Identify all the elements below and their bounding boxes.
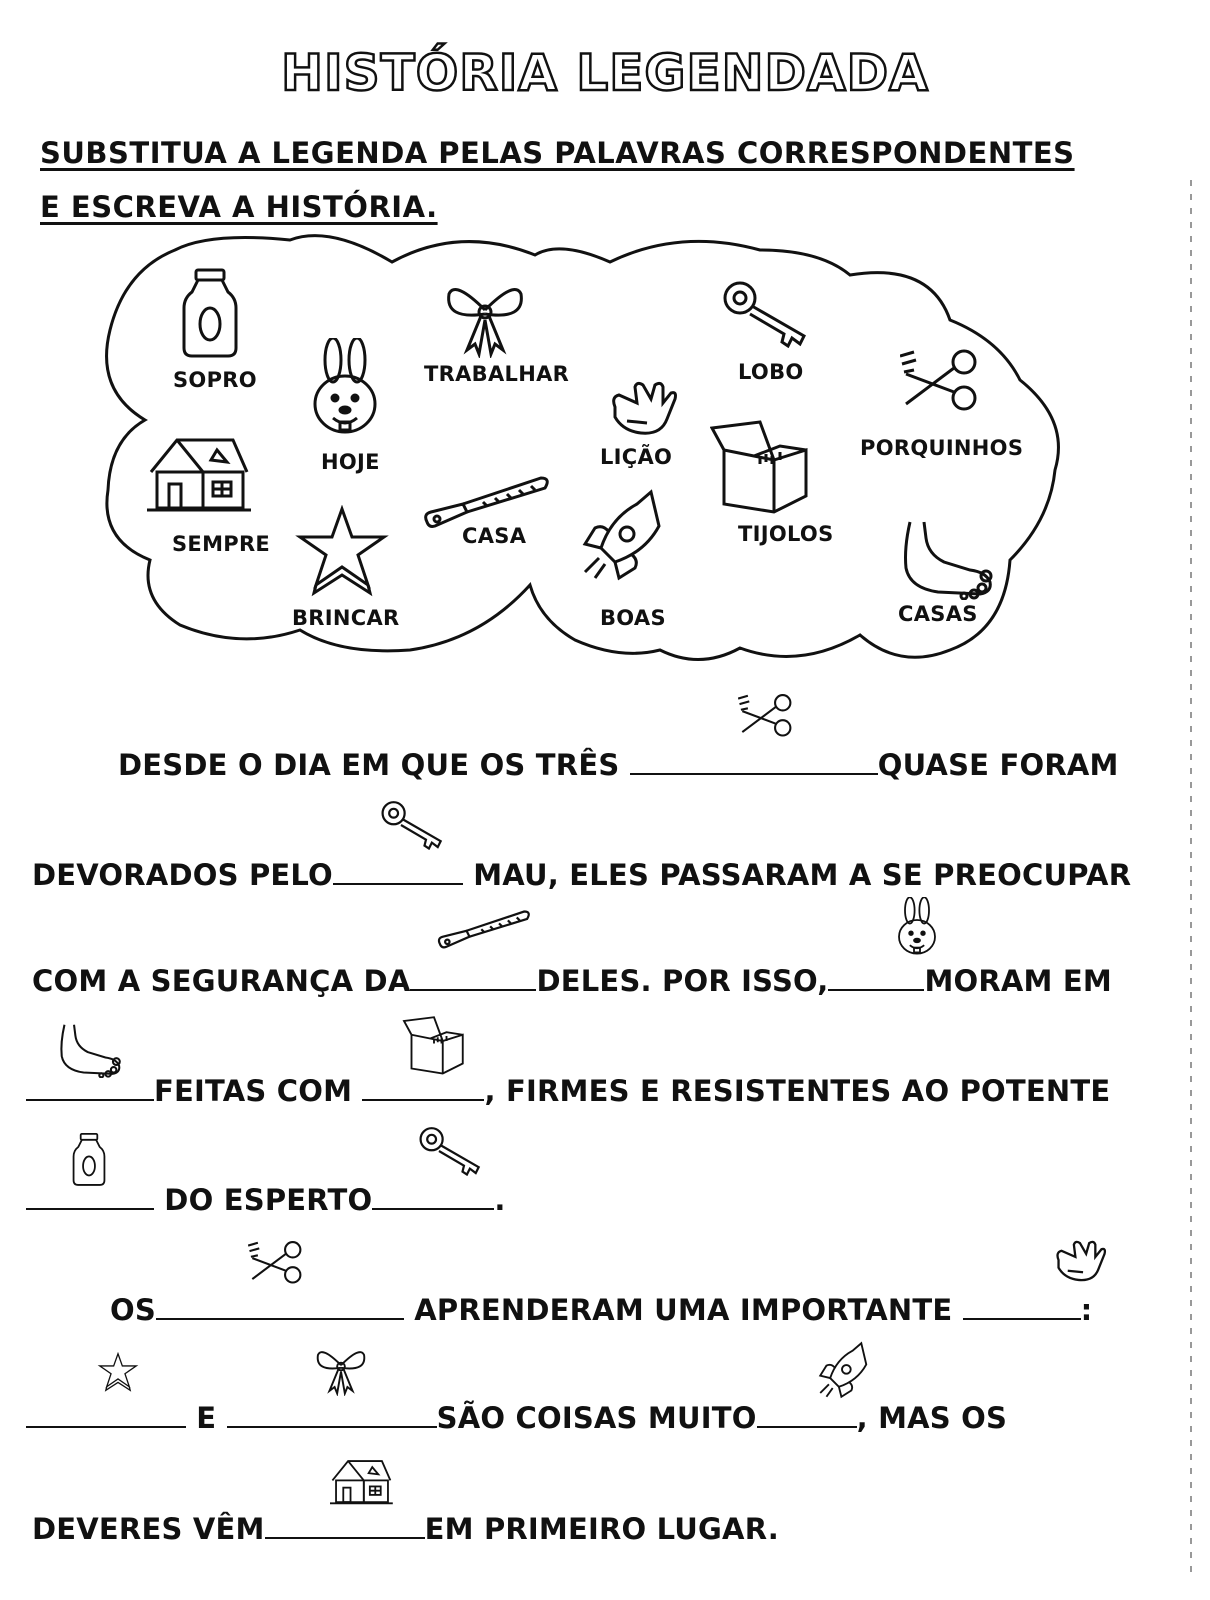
legend-word-tijolos: TIJOLOS — [738, 522, 834, 546]
story-text: SÃO COISAS MUITO — [436, 1401, 757, 1435]
bottle-icon — [70, 1132, 108, 1188]
legend-word-boas: BOAS — [600, 606, 666, 630]
rocket-icon — [814, 1340, 870, 1400]
story-line-3 — [32, 964, 1112, 998]
legend-word-lobo: LOBO — [738, 360, 804, 384]
scissors-icon — [738, 693, 794, 739]
story-text: OS — [110, 1293, 156, 1327]
answer-blank[interactable] — [26, 1406, 186, 1428]
scissors-icon — [248, 1240, 304, 1286]
story-line-6 — [110, 1293, 1092, 1327]
answer-blank[interactable] — [410, 969, 536, 991]
story-text: COM A SEGURANÇA DA — [32, 964, 411, 998]
story-text: DO ESPERTO — [164, 1183, 373, 1217]
story-line-2 — [32, 858, 1131, 892]
story-text: EM PRIMEIRO LUGAR. — [424, 1512, 779, 1546]
story-text: MORAM EM — [924, 964, 1112, 998]
story-text: FEITAS COM — [154, 1074, 353, 1108]
legend-word-licao: LIÇÃO — [600, 445, 673, 469]
glove-icon — [1052, 1237, 1108, 1283]
key-icon — [380, 800, 444, 850]
answer-blank[interactable] — [362, 1079, 484, 1101]
bow-icon — [315, 1346, 367, 1396]
answer-blank[interactable] — [26, 1079, 154, 1101]
answer-blank[interactable] — [227, 1406, 437, 1428]
legend-word-brincar: BRINCAR — [292, 606, 400, 630]
answer-blank[interactable] — [630, 753, 878, 775]
story-line-7 — [26, 1401, 1007, 1435]
key-icon — [722, 280, 808, 348]
key-icon — [418, 1126, 482, 1176]
instruction-line-1: SUBSTITUA A LEGENDA PELAS PALAVRAS CORRESPONDENTES — [40, 136, 1075, 170]
house-icon — [330, 1456, 394, 1506]
story-text: QUASE FORAM — [877, 748, 1119, 782]
story-text: E — [196, 1401, 217, 1435]
legend-word-trabalhar: TRABALHAR — [424, 362, 570, 386]
rocket-icon — [575, 488, 665, 582]
story-text: DEVERES VÊM — [32, 1512, 265, 1546]
legend-word-sopro: SOPRO — [173, 368, 257, 392]
legend-word-sempre: SEMPRE — [172, 532, 271, 556]
story-text: : — [1080, 1293, 1093, 1327]
story-line-1 — [118, 748, 1119, 782]
rabbit-icon — [305, 338, 385, 434]
rabbit-icon — [893, 897, 941, 955]
glove-icon — [607, 377, 679, 437]
story-line-4 — [26, 1074, 1110, 1108]
story-text: MAU, ELES PASSARAM A SE PREOCUPAR — [473, 858, 1132, 892]
answer-blank[interactable] — [156, 1298, 404, 1320]
instruction-line-2: E ESCREVA A HISTÓRIA. — [40, 190, 438, 224]
story-text: DESDE O DIA EM QUE OS TRÊS — [118, 748, 620, 782]
answer-blank[interactable] — [333, 863, 463, 885]
story-text: , MAS OS — [856, 1401, 1008, 1435]
legend-word-casa: CASA — [462, 524, 527, 548]
foot-icon — [50, 1022, 124, 1078]
answer-blank[interactable] — [757, 1406, 857, 1428]
foot-icon — [890, 518, 996, 600]
answer-blank[interactable] — [828, 969, 924, 991]
legend-word-hoje: HOJE — [321, 450, 380, 474]
legend-word-casas: CASAS — [898, 602, 978, 626]
knife-icon — [437, 908, 533, 952]
story-text: DEVORADOS PELO — [32, 858, 333, 892]
legend-word-porquinhos: PORQUINHOS — [860, 436, 1024, 460]
scissors-icon — [900, 348, 980, 414]
story-line-5 — [26, 1183, 506, 1217]
star-icon — [96, 1352, 140, 1392]
story-text: DELES. POR ISSO, — [536, 964, 829, 998]
answer-blank[interactable] — [26, 1188, 154, 1210]
answer-blank[interactable] — [265, 1517, 425, 1539]
story-text: APRENDERAM UMA IMPORTANTE — [414, 1293, 953, 1327]
bottle-icon — [178, 268, 242, 360]
answer-blank[interactable] — [963, 1298, 1081, 1320]
star-icon — [292, 505, 392, 597]
bow-icon — [445, 280, 525, 358]
page-edge — [1190, 180, 1192, 1580]
box-icon — [402, 1016, 466, 1076]
house-icon — [147, 432, 253, 514]
box-icon — [710, 420, 810, 516]
story-text: , FIRMES E RESISTENTES AO POTENTE — [484, 1074, 1111, 1108]
page-title: HISTÓRIA LEGENDADA — [281, 44, 929, 102]
story-text: . — [494, 1183, 506, 1217]
story-line-8 — [32, 1512, 779, 1546]
answer-blank[interactable] — [372, 1188, 494, 1210]
